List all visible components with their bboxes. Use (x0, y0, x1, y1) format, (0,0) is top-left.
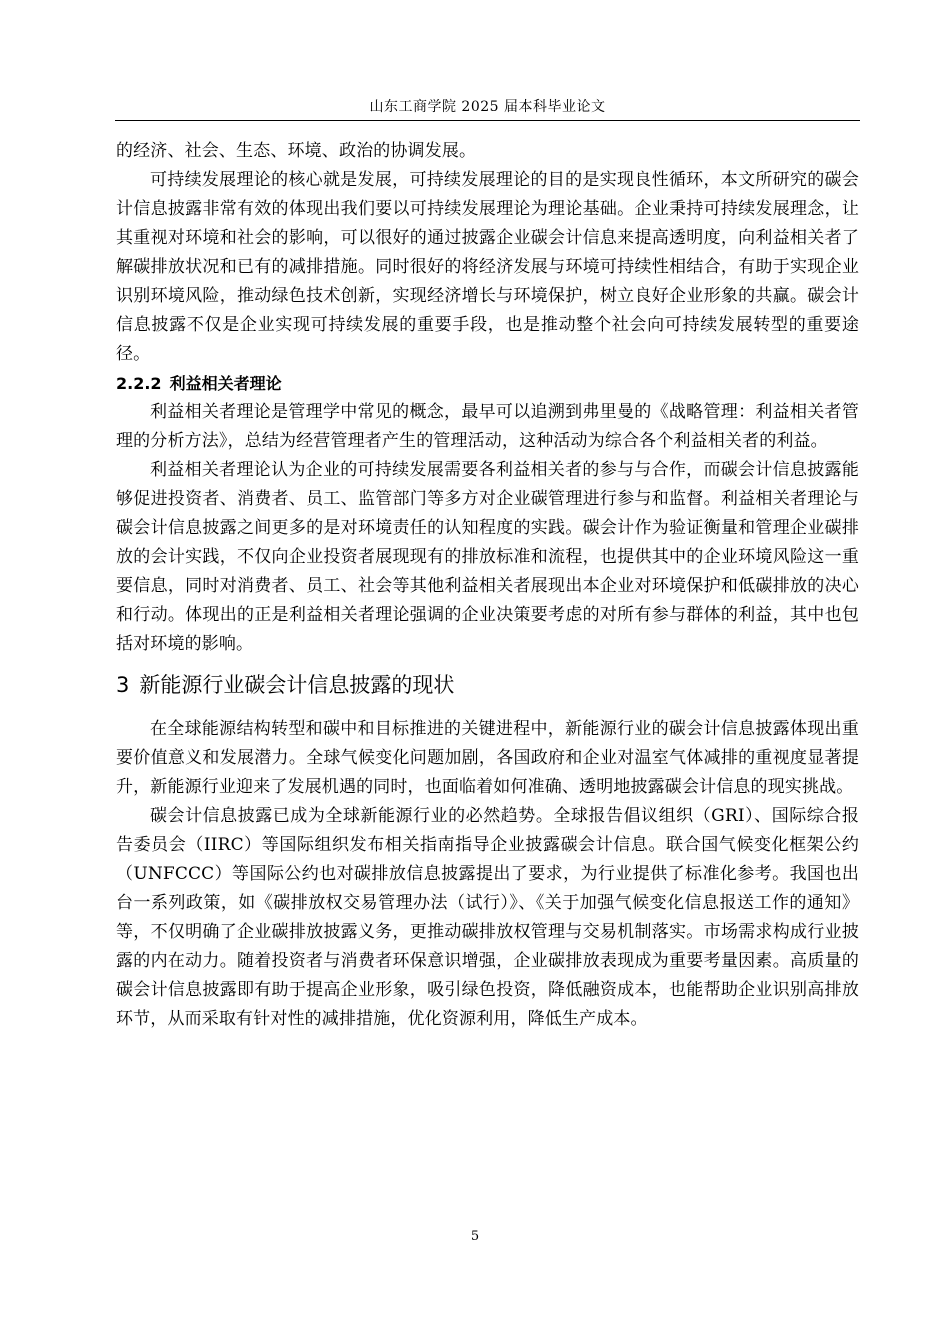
section-heading-2-2-2 (116, 369, 859, 398)
page-number: 5 (470, 1229, 480, 1244)
chapter-heading-3 (116, 671, 859, 699)
chapter-title: 新能源行业碳会计信息披露的现状 (139, 673, 455, 697)
paragraph: 可持续发展理论的核心就是发展，可持续发展理论的目的是实现良性循环，本文所研究的碳会计信息披露非常有效的体现出我们要以可持续发展理论为理论基础。企业秉持可持续发展理念，让其重视对环境和社会的影响，可以很好的通过披露企业碳会计信息来提高透明度，向利益相关者了解碳排放状况和已有的减排措施。同时很好的将经济发展与环境可持续性相结合，有助于实现企业识别环境风险，推动绿色技术创新，实现经济增长与环境保护，树立良好企业形象的共赢。碳会计信息披露不仅是企业实现可持续发展的重要手段，也是推动整个社会向可持续发展转型的重要途径。 (116, 170, 859, 364)
paragraph: 利益相关者理论是管理学中常见的概念，最早可以追溯到弗里曼的《战略管理：利益相关者管理的分析方法》，总结为经营管理者产生的管理活动，这种活动为综合各个利益相关者的利益。 (116, 402, 859, 451)
chapter-number: 3 (116, 673, 130, 697)
header-rule (115, 120, 860, 121)
running-header: 山东工商学院 2025 届本科毕业论文 (369, 99, 606, 115)
paragraph: 的经济、社会、生态、环境、政治的协调发展。 (116, 141, 477, 161)
section-title: 利益相关者理论 (169, 374, 282, 393)
page-body (116, 137, 859, 1034)
paragraph: 碳会计信息披露已成为全球新能源行业的必然趋势。全球报告倡议组织（GRI）、国际综合报告委员会（IIRC）等国际组织发布相关指南指导企业披露碳会计信息。联合国气候变化框架公约（UNFCCC）等国际公约也对碳排放信息披露提出了要求，为行业提供了标准化参考。我国也出台一系列政策，如《碳排放权交易管理办法（试行）》、《关于加强气候变化信息报送工作的通知》等，不仅明确了企业碳排放披露义务，更推动碳排放权管理与交易机制落实。市场需求构成行业披露的内在动力。随着投资者与消费者环保意识增强，企业碳排放表现成为重要考量因素。高质量的碳会计信息披露即有助于提高企业形象，吸引绿色投资，降低融资成本，也能帮助企业识别高排放环节，从而采取有针对性的减排措施，优化资源利用，降低生产成本。 (116, 806, 859, 1029)
paragraph: 在全球能源结构转型和碳中和目标推进的关键进程中，新能源行业的碳会计信息披露体现出重要价值意义和发展潜力。全球气候变化问题加剧，各国政府和企业对温室气体减排的重视度显著提升，新能源行业迎来了发展机遇的同时，也面临着如何准确、透明地披露碳会计信息的现实挑战。 (116, 719, 859, 797)
paragraph: 利益相关者理论认为企业的可持续发展需要各利益相关者的参与与合作，而碳会计信息披露能够促进投资者、消费者、员工、监管部门等多方对企业碳管理进行参与和监督。利益相关者理论与碳会计信息披露之间更多的是对环境责任的认知程度的实践。碳会计作为验证衡量和管理企业碳排放的会计实践，不仅向企业投资者展现现有的排放标准和流程，也提供其中的企业环境风险这一重要信息，同时对消费者、员工、社会等其他利益相关者展现出本企业对环境保护和低碳排放的决心和行动。体现出的正是利益相关者理论强调的企业决策要考虑的对所有参与群体的利益，其中也包括对环境的影响。 (116, 460, 859, 654)
section-number: 2.2.2 (116, 374, 162, 393)
